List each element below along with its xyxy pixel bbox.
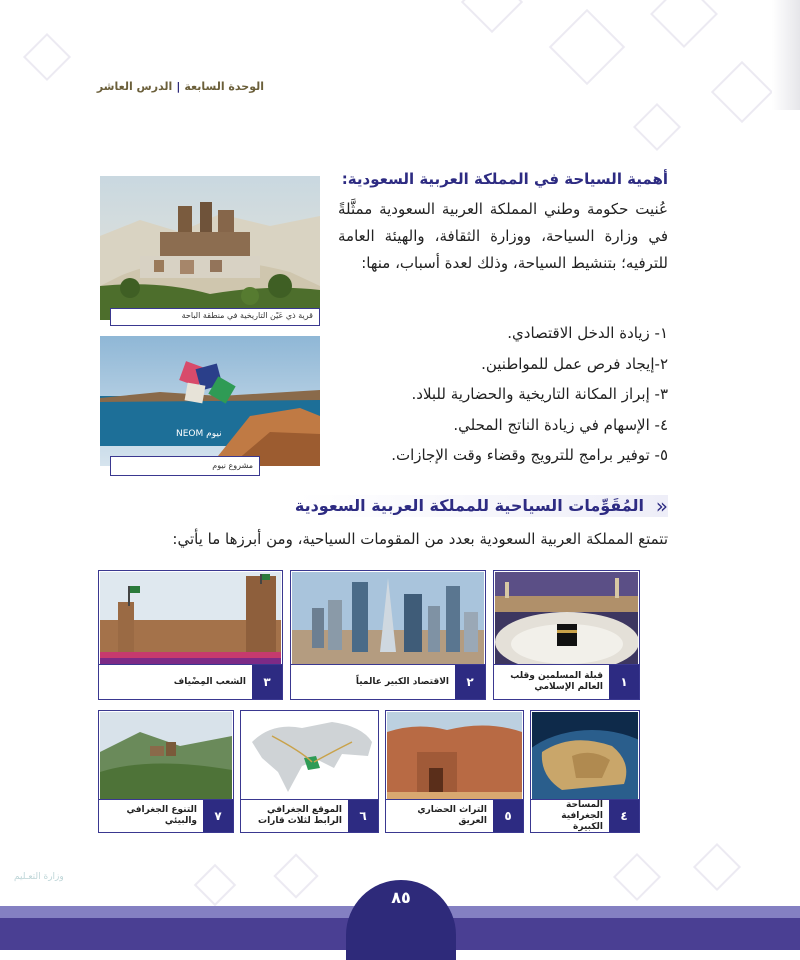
card-hospitality (98, 570, 283, 700)
village-photo (100, 176, 320, 320)
card-qibla (493, 570, 640, 700)
card-number: ٦ (348, 800, 378, 832)
page-number: ٨٥ (391, 888, 411, 907)
card-number: ٥ (493, 800, 523, 832)
reason-item: ٤- الإسهام في زيادة الناتج المحلي. (453, 415, 668, 434)
card-label (99, 664, 282, 699)
card-number: ١ (609, 665, 639, 699)
card-text: المساحة الجغرافية الكبيرة (561, 799, 603, 832)
card-heritage (385, 710, 524, 833)
card-diversity (98, 710, 234, 833)
card-text: التنوع الجغرافي والبيئي (126, 805, 197, 826)
page-edge-shadow (772, 0, 800, 110)
running-header (97, 80, 264, 93)
card-text: الاقتصاد الكبير عالمياً (355, 676, 449, 687)
reason-item: ٢-إيجاد فرص عمل للمواطنين. (481, 354, 668, 373)
kaaba-image (495, 572, 638, 667)
unit-label: الوحدة السابعة (184, 80, 264, 93)
reason-item: ٣- إبراز المكانة التاريخية والحضارية للبلاد. (411, 385, 668, 403)
neom-logo: NEOM نيوم (176, 429, 222, 439)
card-number: ٤ (609, 800, 639, 832)
fort-image (100, 572, 281, 667)
double-chevron-left-icon: « (655, 494, 668, 518)
card-number: ٧ (203, 800, 233, 832)
card-number: ٢ (455, 665, 485, 699)
card-label (241, 799, 378, 832)
subsection-heading (294, 491, 668, 521)
card-text: الشعب المِضْياف (173, 676, 246, 687)
card-text: التراث الحضاري العريق (417, 805, 487, 826)
village-caption: قرية ذي عَيْن التاريخية في منطقة الباحة (110, 308, 320, 326)
card-text: الموقع الجغرافي الرابط لثلاث قارات (258, 805, 342, 826)
card-label (99, 799, 233, 832)
card-label (531, 799, 639, 832)
card-label (494, 664, 639, 699)
world-map-image (242, 712, 377, 802)
hegra-image (387, 712, 522, 802)
neom-photo (100, 336, 320, 466)
reason-item: ٥- توفير برامج للترويج وقضاء وقت الإجازات. (391, 446, 668, 464)
card-number: ٣ (252, 665, 282, 699)
card-economy (290, 570, 486, 700)
section-title: أهمية السياحة في المملكة العربية السعودية: (341, 170, 668, 188)
neom-caption: مشروع نيوم (110, 456, 260, 476)
subsection-intro: تتمتع المملكة العربية السعودية بعدد من المقومات السياحية، ومن أبرزها ما يأتي: (172, 530, 668, 548)
card-area (530, 710, 640, 833)
card-text: قبلة المسلمين وقلب العالم الإسلامي (510, 671, 603, 692)
subsection-title: المُقَوِّمات السياحية للمملكة العربية السعودية (294, 496, 644, 515)
reasons-list (391, 318, 668, 471)
card-label (386, 799, 523, 832)
reason-item: ١- زيادة الدخل الاقتصادي. (507, 324, 668, 342)
satellite-image (532, 712, 638, 802)
card-label (291, 664, 485, 699)
section-paragraph (338, 196, 668, 277)
paragraph-text: عُنيت حكومة وطني المملكة العربية السعودية ممثَّلةً في وزارة السياحة، ووزارة الثقافة، والهيئة العامة للترفيه؛ بتنشيط السياحة، وذلك لعدة أسباب، منها: (338, 200, 668, 272)
ministry-watermark: وزارة التعـليم (14, 872, 64, 882)
card-location (240, 710, 379, 833)
lesson-label: الدرس العاشر (96, 80, 173, 93)
header-separator: | (176, 80, 181, 93)
mountains-image (100, 712, 232, 802)
riyadh-skyline-image (292, 572, 484, 667)
